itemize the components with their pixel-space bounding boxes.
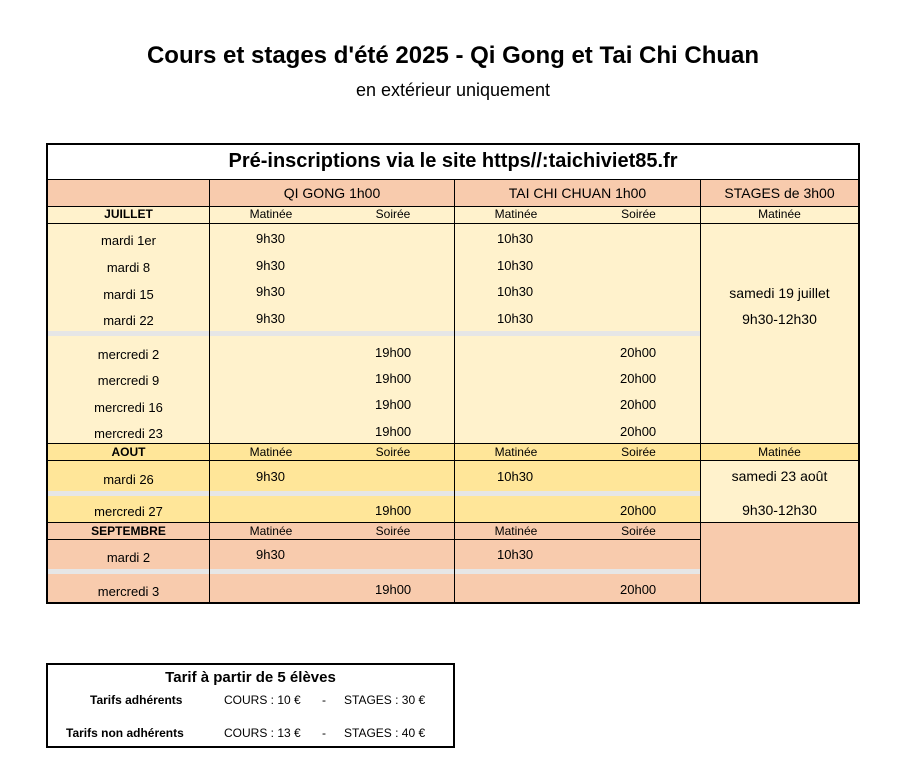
taichi-matinee-time: 10h30 [497,284,534,299]
qigong-matinee-time: 9h30 [256,469,285,484]
qigong-matinee-time: 9h30 [256,284,285,299]
matinee-label: Matinée [249,207,293,221]
soiree-label: Soirée [375,524,411,538]
page-title: Cours et stages d'été 2025 - Qi Gong et Tai Chi Chuan [146,42,760,69]
taichi-soiree-time: 20h00 [620,397,657,412]
taichi-soiree-time: 20h00 [620,345,657,360]
day-label: mercredi 2 [97,347,160,362]
day-label: mardi 15 [103,287,154,302]
divider [48,443,858,444]
qigong-header: QI GONG 1h00 [283,185,381,201]
day-label: mercredi 23 [94,426,163,441]
taichi-matinee-time: 10h30 [497,547,534,562]
matinee-label: Matinée [494,207,538,221]
divider [48,179,858,180]
column-divider [209,179,210,602]
tariff-box [46,663,455,748]
soiree-label: Soirée [375,445,411,459]
page-subtitle: en extérieur uniquement [355,80,551,100]
month-septembre: SEPTEMBRE [91,524,166,538]
day-label: mercredi 3 [97,584,160,599]
tariff-adherents-dash: - [322,693,326,707]
qigong-soiree-time: 19h00 [375,397,412,412]
qigong-soiree-time: 19h00 [375,582,412,597]
matinee-label: Matinée [249,445,293,459]
tariff-non-adherents-cours: COURS : 13 € [224,726,301,740]
stages-header: STAGES de 3h00 [724,185,835,201]
divider [48,223,858,224]
row-separator [48,491,700,496]
tariff-non-adherents-dash: - [322,726,326,740]
matinee-label: Matinée [494,524,538,538]
matinee-label: Matinée [758,445,801,459]
taichi-soiree-time: 20h00 [620,424,657,439]
taichi-soiree-time: 20h00 [620,582,657,597]
tariff-adherents-cours: COURS : 10 € [224,693,301,707]
day-label: mercredi 16 [94,400,163,415]
matinee-label: Matinée [249,524,293,538]
taichi-matinee-time: 10h30 [497,311,534,326]
tariff-non-adherents-stages: STAGES : 40 € [344,726,426,740]
divider [48,539,700,540]
row-separator [48,569,700,574]
taichi-matinee-time: 10h30 [497,231,534,246]
qigong-soiree-time: 19h00 [375,371,412,386]
divider [48,522,858,523]
column-divider [454,179,455,602]
qigong-soiree-time: 19h00 [375,503,412,518]
qigong-matinee-time: 9h30 [256,547,285,562]
preinscription-header: Pré-inscriptions via le site https//:taichiviet85.fr [228,150,678,172]
soiree-label: Soirée [621,445,656,459]
month-aout: AOUT [111,445,146,459]
taichi-soiree-time: 20h00 [620,371,657,386]
divider [48,460,858,461]
tariff-adherents-stages: STAGES : 30 € [344,693,426,707]
day-label: mardi 8 [106,260,151,275]
soiree-label: Soirée [621,524,656,538]
stage-aout-date: samedi 23 août [731,468,828,484]
taichi-header: TAI CHI CHUAN 1h00 [508,185,647,201]
day-label: mardi 26 [103,472,154,487]
taichi-matinee-time: 10h30 [497,469,534,484]
matinee-label: Matinée [758,207,801,221]
column-divider [700,179,701,602]
tariff-adherents-label: Tarifs adhérents [90,693,183,707]
month-juillet: JUILLET [104,207,153,221]
qigong-soiree-time: 19h00 [375,424,412,439]
qigong-matinee-time: 9h30 [256,258,285,273]
matinee-label: Matinée [494,445,538,459]
stage-juillet-date: samedi 19 juillet [729,285,830,301]
tariff-title: Tarif à partir de 5 élèves [165,669,336,686]
tariff-non-adherents-label: Tarifs non adhérents [66,726,184,740]
day-label: mercredi 9 [97,373,160,388]
soiree-label: Soirée [375,207,411,221]
stage-juillet-time: 9h30-12h30 [742,311,817,327]
day-label: mardi 2 [106,550,151,565]
day-label: mercredi 27 [94,504,163,519]
soiree-label: Soirée [621,207,656,221]
day-label: mardi 22 [103,313,154,328]
taichi-matinee-time: 10h30 [497,258,534,273]
qigong-matinee-time: 9h30 [256,231,285,246]
row-separator [48,331,700,336]
stage-aout-time: 9h30-12h30 [742,502,817,518]
qigong-matinee-time: 9h30 [256,311,285,326]
day-label: mardi 1er [101,233,156,248]
qigong-soiree-time: 19h00 [375,345,412,360]
schedule-table [46,143,860,604]
taichi-soiree-time: 20h00 [620,503,657,518]
